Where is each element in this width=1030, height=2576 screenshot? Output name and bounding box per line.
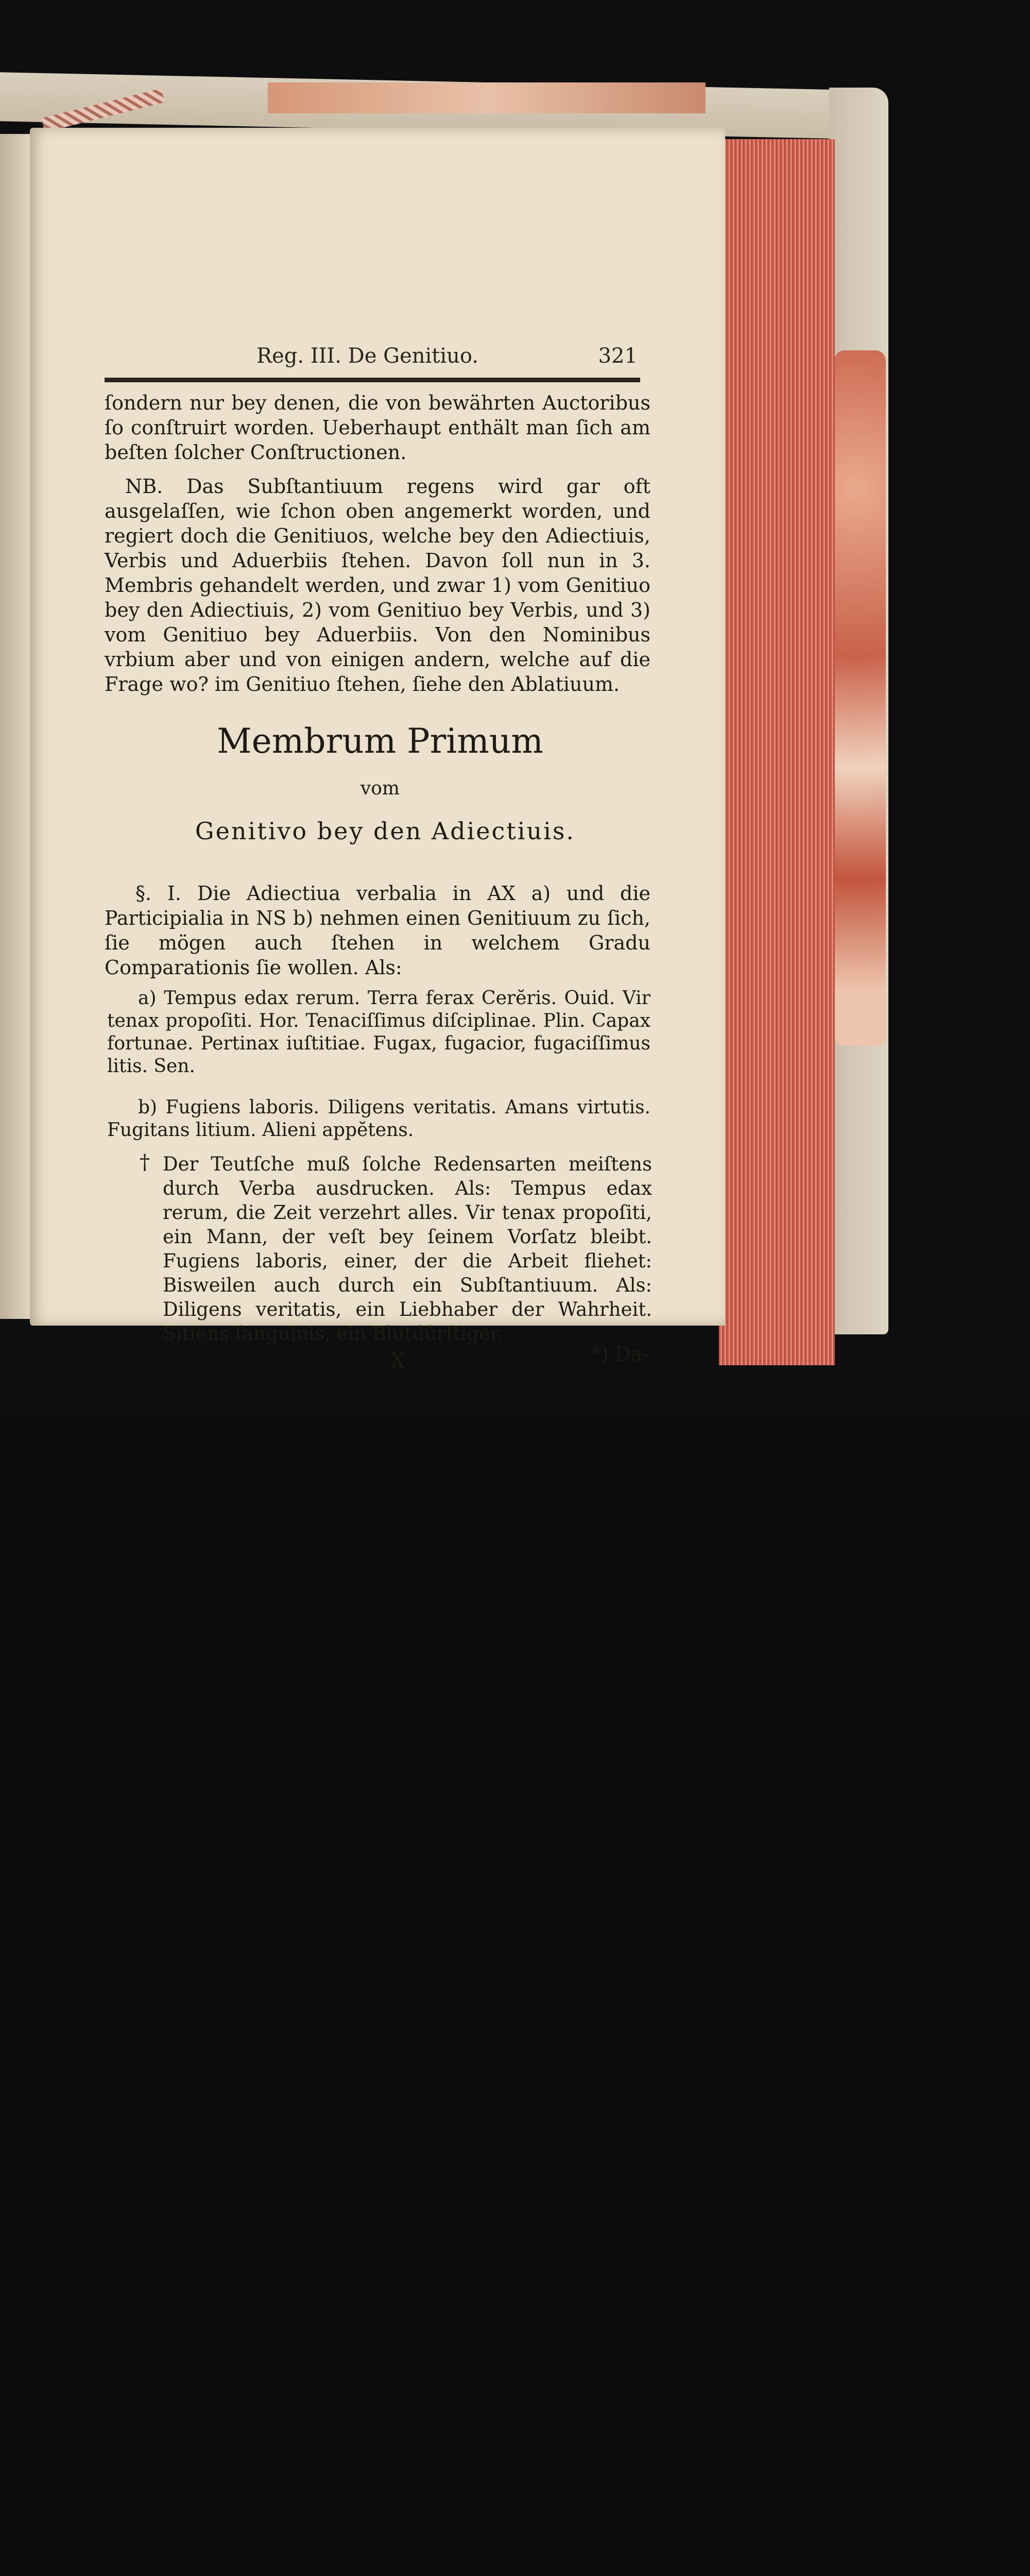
- red-page-edges: [719, 139, 835, 1365]
- note-marker: †: [140, 1150, 150, 1174]
- example-b: b) Fugiens laboris. Diligens veritatis. Amans virtutis. Fugitans litium. Alieni appĕtens.: [107, 1097, 650, 1141]
- section-title: Membrum Primum: [217, 721, 543, 761]
- page-number: 321: [598, 344, 638, 368]
- section-subtitle: Genitivo bey den Adiectiuis.: [195, 817, 576, 845]
- section-vom: vom: [360, 778, 400, 799]
- paragraph-2: NB. Das Subſtantiuum regens wird gar oft ausgelaſſen, wie ſchon oben angemerkt worden, und regiert doch die Genitiuos, welche bey den Adiectiuis, Verbis und Aduerbiis ſtehen. Davon ſoll nun in 3. Membris gehandelt werden, und zwar 1) vom Genitiuo bey den Adiectiuis, 2) vom Genitiuo bey Verbis, und 3) vom Genitiuo bey Aduerbiis. Von den Nominibus vrbium aber und von einigen andern, welche auf die Frage wo? im Genitiuo ſtehen, ſiehe den Ablatiuum.: [105, 475, 650, 696]
- signature-mark: X: [390, 1349, 405, 1372]
- cover-marbled-band: [268, 82, 706, 113]
- marbled-endpaper: [834, 350, 886, 1046]
- running-head: [256, 344, 643, 375]
- paragraph-1: ſondern nur bey denen, die von bewährten Auctoribus ſo conſtruirt worden. Ueberhaupt enthält man ſich am beſten ſolcher Conſtructionen.: [105, 392, 650, 464]
- rule-paragraph: §. I. Die Adiectiua verbalia in AX a) und die Participialia in NS b) nehmen einen Genitiuum zu ſich, ſie mögen auch ſtehen in welchem Gradu Comparationis ſie wollen. Als:: [105, 882, 650, 979]
- running-head-title: Reg. III. De Genitiuo.: [256, 344, 479, 368]
- catchword: *) Da-: [591, 1343, 649, 1365]
- viewer-footer: [0, 1416, 1030, 1440]
- header-rule: [105, 378, 640, 382]
- book-page: [30, 128, 725, 1372]
- example-a: a) Tempus edax rerum. Terra ferax Cerĕris. Ouid. Vir tenax propoſiti. Hor. Tenaciſſimus diſciplinae. Plin. Capax fortunae. Pertinax iuſtitiae. Fugax, fugacior, fugaciſſimus litis. Sen.: [107, 988, 650, 1077]
- note-text: Der Teutſche muß ſolche Redensarten meiſtens durch Verba ausdrucken. Als: Tempus edax rerum, die Zeit verzehrt alles. Vir tenax propoſiti, ein Mann, der veſt bey ſeinem Vorſatz bleibt. Fugiens laboris, einer, der die Arbeit fliehet: Bisweilen auch durch ein Subſtantiuum. Als: Diligens veritatis, ein Liebhaber der Wahrheit. Sitiens ſanguinis, ein Blutdürſtiger.: [163, 1153, 652, 1345]
